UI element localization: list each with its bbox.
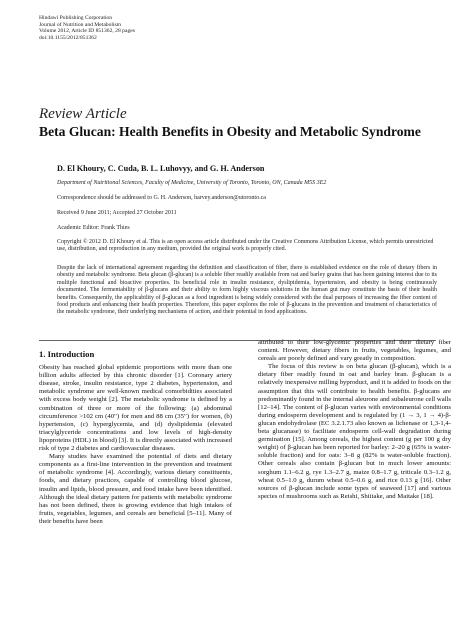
journal-name: Journal of Nutrition and Metabolism xyxy=(39,21,122,28)
intro-paragraph-1: Obesity has reached global epidemic proportions with more than one billion adults affected by this chronic disorder [1]. Coronary artery disease, stroke, insulin resistance, type 2 diabetes, hypertension, and metabolic syndrome are well-known medical comorbidities associated with excess body weight [2]. The metabolic syndrome is defined by a combination of three or more of the following: (a) abdominal circumference >102 cm (40′′) for men and 88 cm (35′′) for women, (b) hypertension, (c) hyperglycemia, and (d) dyslipidemia (elevated triacylglyceride concentrations and low levels of high-density lipoproteins (HDL) in blood) [3]. It is directly associated with increased risk of type 2 diabetes and cardiovascular diseases. xyxy=(39,364,232,453)
affiliation: Department of Nutritional Sciences, Faculty of Medicine, University of Toronto, Toronto, ON, Canada M5S 3E2 xyxy=(57,180,327,186)
intro-paragraph-3: attributed to their low-glycemic properties and their dietary fiber content. However, dietary fibers in fruits, vegetables, legumes, and cereals are poorly defined and vary greatly in composition. xyxy=(258,339,451,363)
article-type: Review Article xyxy=(39,106,127,122)
column-left xyxy=(39,350,232,526)
article-title: Beta Glucan: Health Benefits in Obesity and Metabolic Syndrome xyxy=(39,124,421,139)
intro-paragraph-2: Many studies have examined the potential of diets and dietary components as a first-line intervention in the prevention and treatment of metabolic syndrome [4]. Accordingly, various dietary constituents, foods, and dietary practices, capable of controlling blood glucose, insulin and lipids, blood pressure, and food intake have been identified. Although the ideal dietary pattern for patients with metabolic syndrome has not been defined, there is growing evidence that high intakes of fruits, vegetables, legumes, and cereals are beneficial [5–11]. Many of their benefits have been xyxy=(39,453,232,525)
correspondence: Correspondence should be addressed to G. H. Anderson, harvey.anderson@utoronto.ca xyxy=(57,195,266,201)
section-heading-introduction: 1. Introduction xyxy=(39,349,95,359)
copyright-notice: Copyright © 2012 D. El Khoury et al. This is an open access article distributed under the Creative Commons Attribution License, which permits unrestricted use, distribution, and reproduction in any medium, provided the original work is properly cited. xyxy=(57,239,434,253)
journal-doi: doi:10.1155/2012/851362 xyxy=(39,34,97,41)
column-right xyxy=(258,339,451,501)
journal-header xyxy=(39,15,135,41)
author-list: D. El Khoury, C. Cuda, B. L. Luhovyy, and G. H. Anderson xyxy=(57,164,265,173)
journal-volume: Volume 2012, Article ID 851362, 28 pages xyxy=(39,28,135,35)
journal-publisher: Hindawi Publishing Corporation xyxy=(39,15,113,21)
abstract: Despite the lack of international agreement regarding the definition and classification of fiber, there is established evidence on the role of dietary fibers in obesity and metabolic syndrome. Beta glucan (β-glucan) is a soluble fiber readily available from oat and barley grains that has been gaining interest due to its multiple functional and bioactive properties. Its beneficial role in insulin resistance, dyslipidemia, hypertension, and obesity is being continuously documented. The fermentability of β-glucans and their ability to form highly viscous solutions in the human gut may constitute the basis of their health benefits. Consequently, the applicability of β-glucan as a food ingredient is being widely considered with the dual purposes of increasing the fiber content of food products and enhancing their health properties. Therefore, this paper explores the role of β-glucans in the prevention and treatment of characteristics of the metabolic syndrome, their underlying mechanisms of action, and their potential in food applications. xyxy=(57,265,437,316)
academic-editor: Academic Editor: Frank Thies xyxy=(57,225,130,231)
received-dates: Received 9 June 2011; Accepted 27 October 2011 xyxy=(57,210,177,216)
intro-paragraph-4: The focus of this review is on beta glucan (β-glucan), which is a dietary fiber readily found in oat and barley bran. β-glucan is a relatively inexpensive milling byproduct, and it is added to foods on the assumption that this will contribute to health benefits. β-glucans are predominantly found in the internal aleurone and subaleurone cell walls [12–14]. The content of β-glucan varies with environmental conditions during endosperm development and is regulated by (1 → 3, 1 → 4)-β-glucan endohydrolase (EC 3.2.1.73 also known as lichenase or 1,3-1,4-beta glucanase) to facilitate endosperm cell-wall degradation during germination [15]. Among cereals, the highest content (g per 100 g dry weight) of β-glucan has been reported for barley: 2–20 g (65% is water-soluble fraction) and for oats: 3–8 g (82% is water-soluble fraction). Other cereals also contain β-glucan but in much lower amounts: sorghum 1.1–6.2 g, rye 1.3–2.7 g, maize 0.8–1.7 g, triticale 0.3–1.2 g, wheat 0.5–1.0 g, durum wheat 0.5–0.6 g, and rice 0.13 g [16]. Other sources of β-glucan include some types of seaweed [17] and various species of mushrooms such as Reishi, Shiitake, and Maitake [18]. xyxy=(258,363,451,500)
